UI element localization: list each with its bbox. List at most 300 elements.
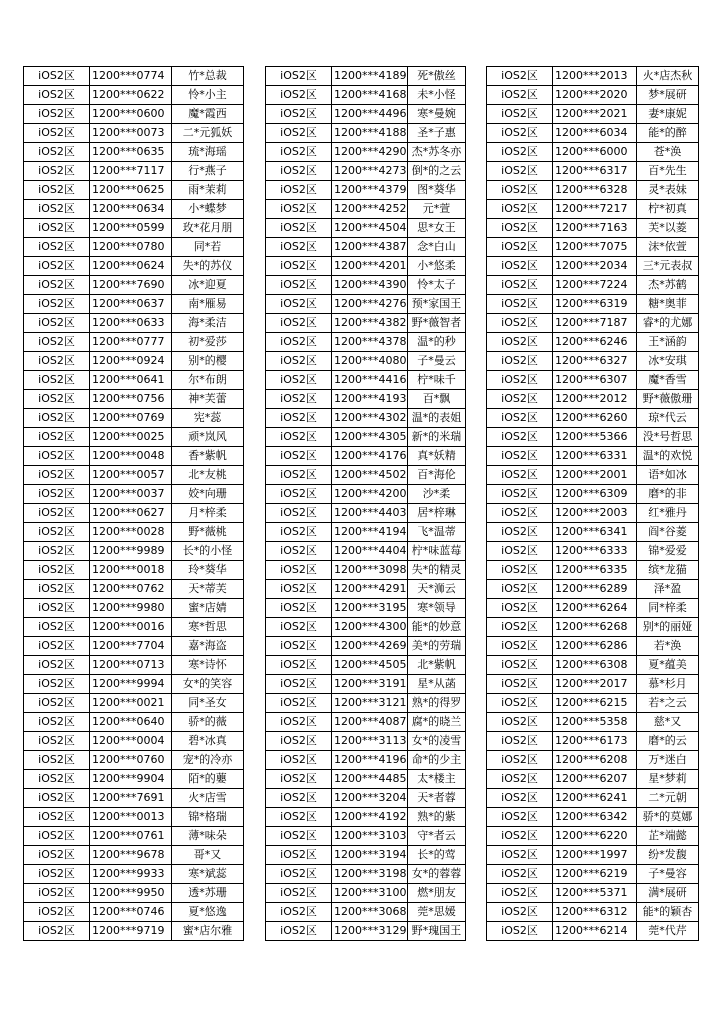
table-row [487,922,699,941]
table-row [487,390,699,409]
table-row [487,770,699,789]
table-row [487,523,699,542]
user-name-cell: 新*的米瑞 [408,428,466,447]
user-name-cell: 魔*香雪 [637,371,699,390]
user-name-cell: 柠*初真 [637,200,699,219]
user-name-cell: 柠*味蓝莓 [408,542,466,561]
user-id-cell: 1200***4194 [332,523,408,542]
user-id-cell: 1200***4404 [332,542,408,561]
table-row [487,580,699,599]
table-row [266,238,466,257]
user-id-cell: 1200***6219 [553,865,637,884]
user-name-cell: 图*葵华 [408,181,466,200]
user-id-cell: 1200***0640 [90,713,172,732]
user-name-cell: 月*梓柔 [172,504,244,523]
user-name-cell: 沙*柔 [408,485,466,504]
table-row [24,808,244,827]
user-name-cell: 泽*盈 [637,580,699,599]
user-id-cell: 1200***0633 [90,314,172,333]
user-id-cell: 1200***0774 [90,67,172,86]
table-row [266,884,466,903]
user-id-cell: 1200***0048 [90,447,172,466]
user-name-cell: 语*如冰 [637,466,699,485]
user-name-cell: 野*薇智者 [408,314,466,333]
table-row [487,371,699,390]
user-name-cell: 小*蝶梦 [172,200,244,219]
table-row [266,466,466,485]
table-row [266,105,466,124]
user-name-cell: 太*楼主 [408,770,466,789]
server-cell: iOS2区 [266,618,332,637]
user-id-cell: 1200***3129 [332,922,408,941]
table-row [487,599,699,618]
table-row [24,390,244,409]
user-id-cell: 1200***7117 [90,162,172,181]
table-row [487,675,699,694]
server-cell: iOS2区 [487,181,553,200]
table-row [487,713,699,732]
user-name-cell: 竹*总裁 [172,67,244,86]
user-id-cell: 1200***0004 [90,732,172,751]
user-name-cell: 莞*代芹 [637,922,699,941]
table-row [266,618,466,637]
user-id-cell: 1200***6246 [553,333,637,352]
user-name-cell: 火*店杰秋 [637,67,699,86]
server-cell: iOS2区 [266,751,332,770]
user-id-cell: 1200***2017 [553,675,637,694]
server-cell: iOS2区 [487,390,553,409]
table-row [266,352,466,371]
user-name-cell: 锦*爱爱 [637,542,699,561]
table-row [24,827,244,846]
table-row [24,295,244,314]
table-row [24,770,244,789]
server-cell: iOS2区 [24,143,90,162]
table-row [487,637,699,656]
user-id-cell: 1200***0028 [90,523,172,542]
user-id-cell: 1200***6335 [553,561,637,580]
user-name-cell: 磨*的云 [637,732,699,751]
table-row [487,257,699,276]
server-cell: iOS2区 [24,694,90,713]
user-id-cell: 1200***4485 [332,770,408,789]
table-row [24,238,244,257]
user-id-cell: 1200***7690 [90,276,172,295]
user-id-cell: 1200***6307 [553,371,637,390]
user-name-cell: 慈*又 [637,713,699,732]
user-name-cell: 阎*谷菱 [637,523,699,542]
server-cell: iOS2区 [24,276,90,295]
user-id-cell: 1200***9989 [90,542,172,561]
user-id-cell: 1200***2012 [553,390,637,409]
table-row [487,827,699,846]
user-id-cell: 1200***2034 [553,257,637,276]
user-id-cell: 1200***0924 [90,352,172,371]
server-cell: iOS2区 [24,333,90,352]
table-row [24,713,244,732]
table-row [487,143,699,162]
server-cell: iOS2区 [487,865,553,884]
table-row [266,162,466,181]
server-cell: iOS2区 [487,447,553,466]
winner-table-3 [486,66,699,941]
user-name-cell: 满*展研 [637,884,699,903]
user-name-cell: 腐*的晓兰 [408,713,466,732]
table-row [487,561,699,580]
user-name-cell: 二*元朝 [637,789,699,808]
table-row [24,124,244,143]
user-id-cell: 1200***7704 [90,637,172,656]
user-id-cell: 1200***4291 [332,580,408,599]
server-cell: iOS2区 [266,599,332,618]
table-row [266,789,466,808]
user-name-cell: 女*的蓉蓉 [408,865,466,884]
table-row [24,903,244,922]
user-name-cell: 天*者蓉 [408,789,466,808]
server-cell: iOS2区 [24,846,90,865]
user-id-cell: 1200***6327 [553,352,637,371]
table-row [487,694,699,713]
user-id-cell: 1200***5366 [553,428,637,447]
table-row [266,143,466,162]
user-id-cell: 1200***1997 [553,846,637,865]
server-cell: iOS2区 [487,827,553,846]
user-name-cell: 同*圣女 [172,694,244,713]
user-name-cell: 天*蒂芙 [172,580,244,599]
server-cell: iOS2区 [266,504,332,523]
user-id-cell: 1200***6341 [553,523,637,542]
table-row [24,504,244,523]
table-row [24,580,244,599]
table-row [24,561,244,580]
server-cell: iOS2区 [487,542,553,561]
user-id-cell: 1200***4378 [332,333,408,352]
user-id-cell: 1200***9980 [90,599,172,618]
user-name-cell: 哥*又 [172,846,244,865]
server-cell: iOS2区 [487,105,553,124]
user-id-cell: 1200***7691 [90,789,172,808]
server-cell: iOS2区 [24,808,90,827]
user-name-cell: 女*的凌雪 [408,732,466,751]
user-name-cell: 玫*花月朋 [172,219,244,238]
table-row [24,333,244,352]
user-name-cell: 陌*的蘡 [172,770,244,789]
table-row [24,105,244,124]
table-row [266,599,466,618]
server-cell: iOS2区 [266,390,332,409]
server-cell: iOS2区 [487,580,553,599]
server-cell: iOS2区 [24,67,90,86]
table-row [487,846,699,865]
user-id-cell: 1200***6312 [553,903,637,922]
server-cell: iOS2区 [24,181,90,200]
table-row [24,865,244,884]
user-id-cell: 1200***0600 [90,105,172,124]
server-cell: iOS2区 [487,124,553,143]
user-name-cell: 失*的精灵 [408,561,466,580]
table-row [24,276,244,295]
user-id-cell: 1200***2021 [553,105,637,124]
server-cell: iOS2区 [24,789,90,808]
table-row [487,67,699,86]
user-name-cell: 未*小怪 [408,86,466,105]
user-id-cell: 1200***0769 [90,409,172,428]
user-name-cell: 纷*发馥 [637,846,699,865]
user-id-cell: 1200***4302 [332,409,408,428]
user-id-cell: 1200***0635 [90,143,172,162]
server-cell: iOS2区 [24,561,90,580]
table-row [266,561,466,580]
table-row [487,656,699,675]
server-cell: iOS2区 [266,637,332,656]
table-row [487,485,699,504]
table-row [266,333,466,352]
server-cell: iOS2区 [487,295,553,314]
server-cell: iOS2区 [24,713,90,732]
server-cell: iOS2区 [487,352,553,371]
user-id-cell: 1200***4192 [332,808,408,827]
user-name-cell: 薄*味朵 [172,827,244,846]
table-row [487,504,699,523]
user-id-cell: 1200***4188 [332,124,408,143]
user-name-cell: 杰*苏鹤 [637,276,699,295]
user-name-cell: 能*的妙意 [408,618,466,637]
server-cell: iOS2区 [266,124,332,143]
table-row [266,580,466,599]
table-row [24,789,244,808]
server-cell: iOS2区 [266,770,332,789]
server-cell: iOS2区 [24,371,90,390]
user-id-cell: 1200***6317 [553,162,637,181]
user-id-cell: 1200***6319 [553,295,637,314]
server-cell: iOS2区 [266,713,332,732]
table-row [487,105,699,124]
user-id-cell: 1200***4382 [332,314,408,333]
table-row [487,466,699,485]
server-cell: iOS2区 [266,67,332,86]
user-name-cell: 寒*领导 [408,599,466,618]
server-cell: iOS2区 [487,675,553,694]
server-cell: iOS2区 [24,466,90,485]
server-cell: iOS2区 [266,884,332,903]
user-id-cell: 1200***0761 [90,827,172,846]
user-id-cell: 1200***3113 [332,732,408,751]
table-row [266,751,466,770]
server-cell: iOS2区 [24,656,90,675]
user-id-cell: 1200***4269 [332,637,408,656]
server-cell: iOS2区 [266,276,332,295]
user-id-cell: 1200***2001 [553,466,637,485]
user-name-cell: 野*薇傲珊 [637,390,699,409]
table-row [24,542,244,561]
table-row [24,86,244,105]
server-cell: iOS2区 [487,485,553,504]
table-row [24,162,244,181]
table-row [487,732,699,751]
user-name-cell: 莞*思媛 [408,903,466,922]
table-row [24,219,244,238]
user-name-cell: 女*的笑容 [172,675,244,694]
table-row [24,523,244,542]
user-name-cell: 锦*格瑞 [172,808,244,827]
user-id-cell: 1200***5358 [553,713,637,732]
user-id-cell: 1200***0637 [90,295,172,314]
table-row [266,713,466,732]
table-row [24,447,244,466]
user-id-cell: 1200***0021 [90,694,172,713]
user-id-cell: 1200***0016 [90,618,172,637]
user-id-cell: 1200***0013 [90,808,172,827]
user-name-cell: 寒*哲思 [172,618,244,637]
winner-list-area [0,66,720,940]
user-id-cell: 1200***2013 [553,67,637,86]
server-cell: iOS2区 [487,276,553,295]
user-id-cell: 1200***0627 [90,504,172,523]
server-cell: iOS2区 [487,732,553,751]
user-name-cell: 睿*的尤娜 [637,314,699,333]
user-id-cell: 1200***3100 [332,884,408,903]
user-name-cell: 温*的欢悦 [637,447,699,466]
server-cell: iOS2区 [266,827,332,846]
table-row [266,409,466,428]
user-id-cell: 1200***6331 [553,447,637,466]
table-row [487,219,699,238]
server-cell: iOS2区 [266,523,332,542]
table-row [266,67,466,86]
user-id-cell: 1200***0756 [90,390,172,409]
table-row [266,181,466,200]
user-id-cell: 1200***0018 [90,561,172,580]
user-name-cell: 居*梓琳 [408,504,466,523]
user-name-cell: 温*的秒 [408,333,466,352]
user-id-cell: 1200***4200 [332,485,408,504]
user-name-cell: 碧*冰真 [172,732,244,751]
table-row [24,181,244,200]
server-cell: iOS2区 [24,922,90,941]
user-id-cell: 1200***4087 [332,713,408,732]
user-id-cell: 1200***0057 [90,466,172,485]
user-id-cell: 1200***3191 [332,675,408,694]
user-name-cell: 命*的少主 [408,751,466,770]
user-name-cell: 熟*的紫 [408,808,466,827]
user-name-cell: 王*涵韵 [637,333,699,352]
server-cell: iOS2区 [266,314,332,333]
server-cell: iOS2区 [266,447,332,466]
user-name-cell: 顽*岚风 [172,428,244,447]
user-name-cell: 缤*龙猫 [637,561,699,580]
server-cell: iOS2区 [487,219,553,238]
user-id-cell: 1200***6215 [553,694,637,713]
server-cell: iOS2区 [24,618,90,637]
server-cell: iOS2区 [487,713,553,732]
table-row [24,409,244,428]
server-cell: iOS2区 [487,922,553,941]
server-cell: iOS2区 [266,485,332,504]
user-name-cell: 同*若 [172,238,244,257]
user-name-cell: 妻*康妮 [637,105,699,124]
server-cell: iOS2区 [266,219,332,238]
table-row [266,257,466,276]
user-name-cell: 寒*斌蕊 [172,865,244,884]
table-row [487,276,699,295]
table-row [266,200,466,219]
user-name-cell: 温*的表姐 [408,409,466,428]
user-name-cell: 飞*温蒂 [408,523,466,542]
user-name-cell: 别*的樱 [172,352,244,371]
table-row [487,428,699,447]
server-cell: iOS2区 [487,428,553,447]
table-row [24,257,244,276]
server-cell: iOS2区 [487,162,553,181]
user-id-cell: 1200***0073 [90,124,172,143]
table-row [487,295,699,314]
table-row [266,276,466,295]
server-cell: iOS2区 [24,162,90,181]
user-id-cell: 1200***6309 [553,485,637,504]
server-cell: iOS2区 [487,333,553,352]
user-id-cell: 1200***3068 [332,903,408,922]
table-row [266,656,466,675]
user-id-cell: 1200***0037 [90,485,172,504]
server-cell: iOS2区 [487,314,553,333]
user-name-cell: 红*雅丹 [637,504,699,523]
user-id-cell: 1200***0713 [90,656,172,675]
table-row [266,219,466,238]
server-cell: iOS2区 [266,238,332,257]
user-id-cell: 1200***9933 [90,865,172,884]
user-name-cell: 百*海伦 [408,466,466,485]
user-name-cell: 倒*的之云 [408,162,466,181]
user-name-cell: 寒*诗怀 [172,656,244,675]
user-name-cell: 宠*的冷亦 [172,751,244,770]
server-cell: iOS2区 [266,181,332,200]
table-row [24,846,244,865]
server-cell: iOS2区 [487,86,553,105]
user-id-cell: 1200***0634 [90,200,172,219]
server-cell: iOS2区 [266,371,332,390]
user-name-cell: 北*紫帆 [408,656,466,675]
server-cell: iOS2区 [487,200,553,219]
user-name-cell: 神*芙蕾 [172,390,244,409]
user-name-cell: 别*的丽娅 [637,618,699,637]
user-id-cell: 1200***0622 [90,86,172,105]
server-cell: iOS2区 [487,409,553,428]
user-id-cell: 1200***4300 [332,618,408,637]
server-cell: iOS2区 [266,694,332,713]
server-cell: iOS2区 [266,656,332,675]
server-cell: iOS2区 [266,86,332,105]
server-cell: iOS2区 [266,428,332,447]
user-name-cell: 沫*依萱 [637,238,699,257]
user-id-cell: 1200***6342 [553,808,637,827]
table-row [487,409,699,428]
user-name-cell: 星*从菡 [408,675,466,694]
table-row [487,352,699,371]
server-cell: iOS2区 [266,409,332,428]
user-name-cell: 玲*葵华 [172,561,244,580]
server-cell: iOS2区 [487,846,553,865]
user-id-cell: 1200***4379 [332,181,408,200]
user-name-cell: 圣*子惠 [408,124,466,143]
user-name-cell: 梦*展研 [637,86,699,105]
table-row [487,789,699,808]
user-id-cell: 1200***2020 [553,86,637,105]
table-row [24,485,244,504]
table-row [266,808,466,827]
table-row [24,656,244,675]
table-row [24,618,244,637]
server-cell: iOS2区 [24,428,90,447]
